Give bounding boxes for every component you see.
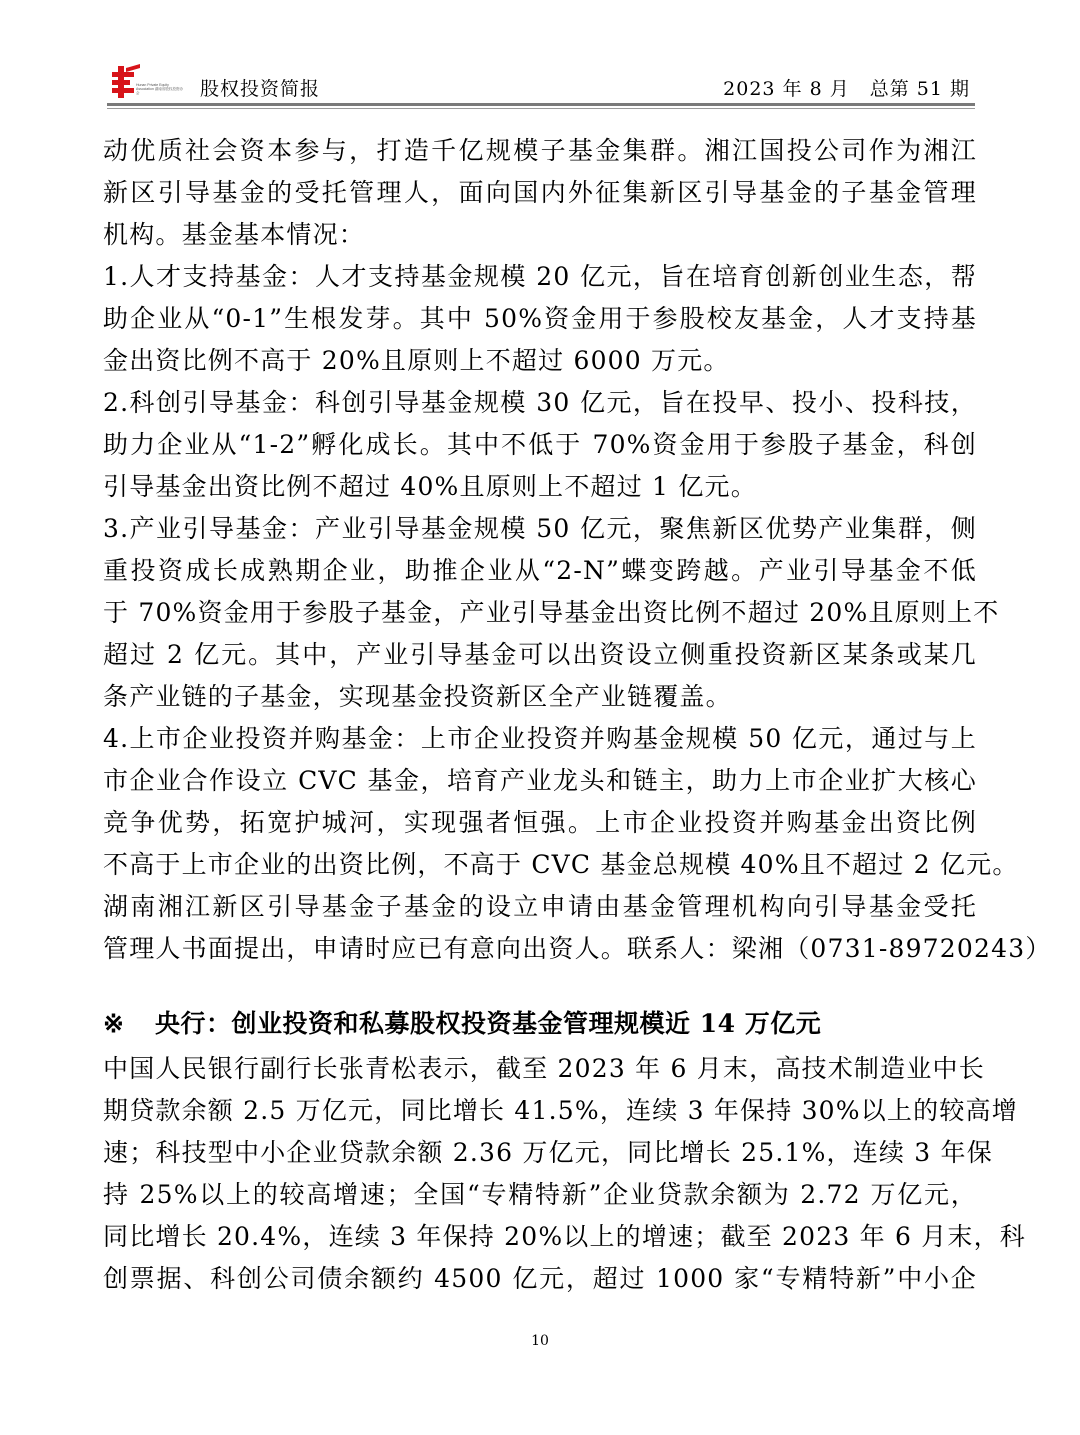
text-line: 同比增长 20.4%，连续 3 年保持 20%以上的增速；截至 2023 年 6 月末，科: [103, 1222, 1026, 1251]
document-body: [103, 130, 1052, 1300]
text-line: 引导基金出资比例不超过 40%且原则上不超过 1 亿元。: [103, 472, 757, 501]
text-line: 期贷款余额 2.5 万亿元，同比增长 41.5%，连续 3 年保持 30%以上的较高增: [103, 1096, 1018, 1125]
text-line: 条产业链的子基金，实现基金投资新区全产业链覆盖。: [103, 682, 732, 711]
fund-paragraph: [103, 130, 1052, 970]
central-bank-paragraph: [103, 1048, 1026, 1300]
reference-mark: ※: [103, 1009, 125, 1038]
text-line: 于 70%资金用于参股子基金，产业引导基金出资比例不超过 20%且原则上不: [103, 598, 1000, 627]
text-line: 创票据、科创公司债余额约 4500 亿元，超过 1000 家“专精特新”中小企: [103, 1264, 977, 1293]
text-line: 市企业合作设立 CVC 基金，培育产业龙头和链主，助力上市企业扩大核心: [103, 766, 977, 795]
page-header: [0, 0, 1080, 120]
section-spacer: [103, 970, 977, 1000]
text-line: 机构。基金基本情况：: [103, 220, 366, 249]
logo-caption: Hunan Private Equity Association 湖南省股权投资协会: [136, 83, 183, 95]
text-line: 4.上市企业投资并购基金：上市企业投资并购基金规模 50 亿元，通过与上: [103, 724, 977, 753]
section-heading-text: 央行：创业投资和私募股权投资基金管理规模近 14 万亿元: [155, 1009, 822, 1038]
text-line: 湖南湘江新区引导基金子基金的设立申请由基金管理机构向引导基金受托: [103, 892, 977, 921]
text-line: 重投资成长成熟期企业，助推企业从“2-N”蝶变跨越。产业引导基金不低: [103, 556, 977, 585]
text-line: 速；科技型中小企业贷款余额 2.36 万亿元，同比增长 25.1%，连续 3 年保: [103, 1138, 993, 1167]
text-line: 动优质社会资本参与，打造千亿规模子基金集群。湘江国投公司作为湘江: [103, 136, 977, 165]
text-line: 新区引导基金的受托管理人，面向国内外征集新区引导基金的子基金管理: [103, 178, 977, 207]
section-heading: [103, 1000, 977, 1048]
header-rule-thin: [107, 108, 975, 109]
publication-title: 股权投资简报: [200, 78, 321, 100]
text-line: 金出资比例不高于 20%且原则上不超过 6000 万元。: [103, 346, 730, 375]
text-line: 1.人才支持基金：人才支持基金规模 20 亿元，旨在培育创新创业生态，帮: [103, 262, 977, 291]
text-line: 持 25%以上的较高增速；全国“专精特新”企业贷款余额为 2.72 万亿元，: [103, 1180, 977, 1209]
text-line: 2.科创引导基金：科创引导基金规模 30 亿元，旨在投早、投小、投科技，: [103, 388, 977, 417]
issue-info: 2023 年 8 月 总第 51 期: [723, 78, 970, 100]
text-line: 超过 2 亿元。其中，产业引导基金可以出资设立侧重投资新区某条或某几: [103, 640, 977, 669]
association-logo-icon: [110, 62, 190, 102]
text-line: 助力企业从“1-2”孵化成长。其中不低于 70%资金用于参股子基金，科创: [103, 430, 977, 459]
text-line: 助企业从“0-1”生根发芽。其中 50%资金用于参股校友基金，人才支持基: [103, 304, 977, 333]
text-line: 管理人书面提出，申请时应已有意向出资人。联系人：梁湘（0731-89720243）: [103, 934, 1052, 963]
header-rule: [107, 103, 975, 106]
text-line: 3.产业引导基金：产业引导基金规模 50 亿元，聚焦新区优势产业集群，侧: [103, 514, 977, 543]
text-line: 不高于上市企业的出资比例，不高于 CVC 基金总规模 40%且不超过 2 亿元。: [103, 850, 1019, 879]
text-line: 中国人民银行副行长张青松表示，截至 2023 年 6 月末，高技术制造业中长: [103, 1054, 985, 1083]
text-line: 竞争优势，拓宽护城河，实现强者恒强。上市企业投资并购基金出资比例: [103, 808, 977, 837]
page-number: 10: [531, 1333, 549, 1349]
